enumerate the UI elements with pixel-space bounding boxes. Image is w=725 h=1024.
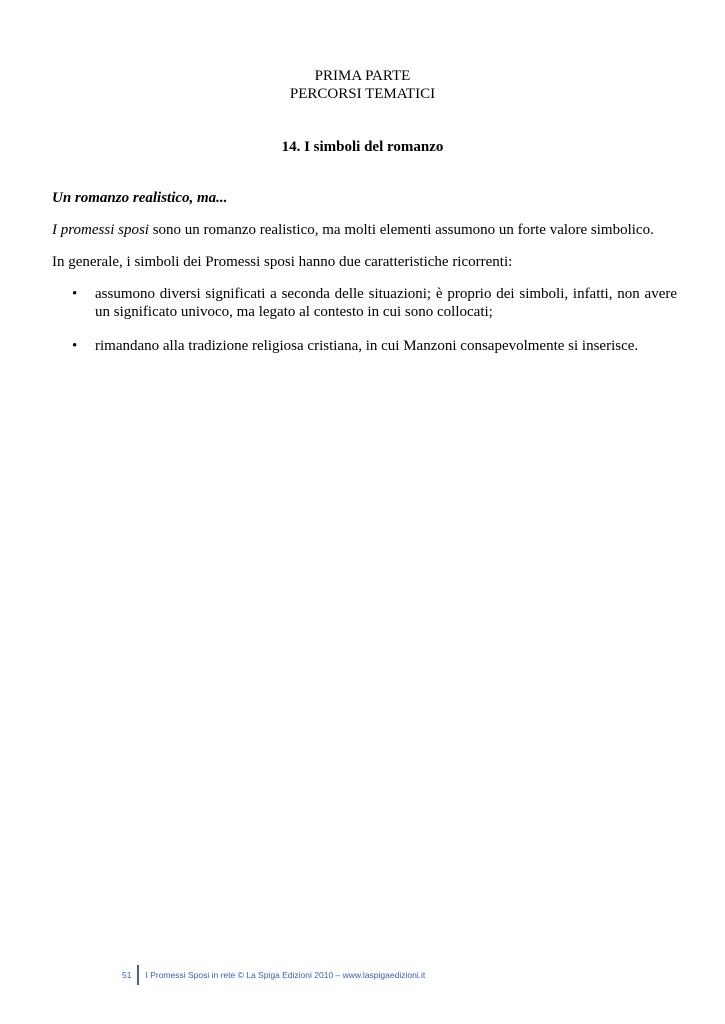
list-item-text: rimandano alla tradizione religiosa cristiana, in cui Manzoni consapevolmente si inserisce.: [95, 338, 639, 354]
page-number: 51: [122, 970, 132, 980]
header-section-title: PERCORSI TEMATICI: [289, 86, 436, 102]
list-item: [52, 337, 677, 355]
section-heading: Un romanzo realistico, ma...: [52, 190, 228, 206]
bullet-icon: •: [72, 338, 78, 354]
intro-paragraph: [52, 221, 677, 239]
header-part-title: PRIMA PARTE: [314, 68, 411, 84]
bullet-icon: •: [72, 286, 78, 302]
list-item-text: assumono diversi significati a seconda delle situazioni; è proprio dei simboli, infatti, non avere un significato univoco, ma legato al contesto in cui sono collocati;: [95, 286, 677, 320]
footer-copyright: I Promessi Sposi in rete © La Spiga Edizioni 2010 – www.laspigaedizioni.it: [145, 970, 426, 980]
footer-divider: [137, 965, 139, 985]
list-item: [52, 285, 677, 321]
main-content: [52, 189, 677, 371]
page-footer: [122, 965, 425, 985]
chapter-title: 14. I simboli del romanzo: [281, 139, 444, 155]
page-header: [0, 67, 725, 103]
characteristics-paragraph: In generale, i simboli dei Promessi sposi hanno due caratteristiche ricorrenti:: [52, 254, 513, 270]
characteristics-list: [52, 285, 677, 355]
book-title-italic: I promessi sposi: [52, 222, 149, 238]
intro-paragraph-text: sono un romanzo realistico, ma molti elementi assumono un forte valore simbolico.: [148, 222, 654, 238]
